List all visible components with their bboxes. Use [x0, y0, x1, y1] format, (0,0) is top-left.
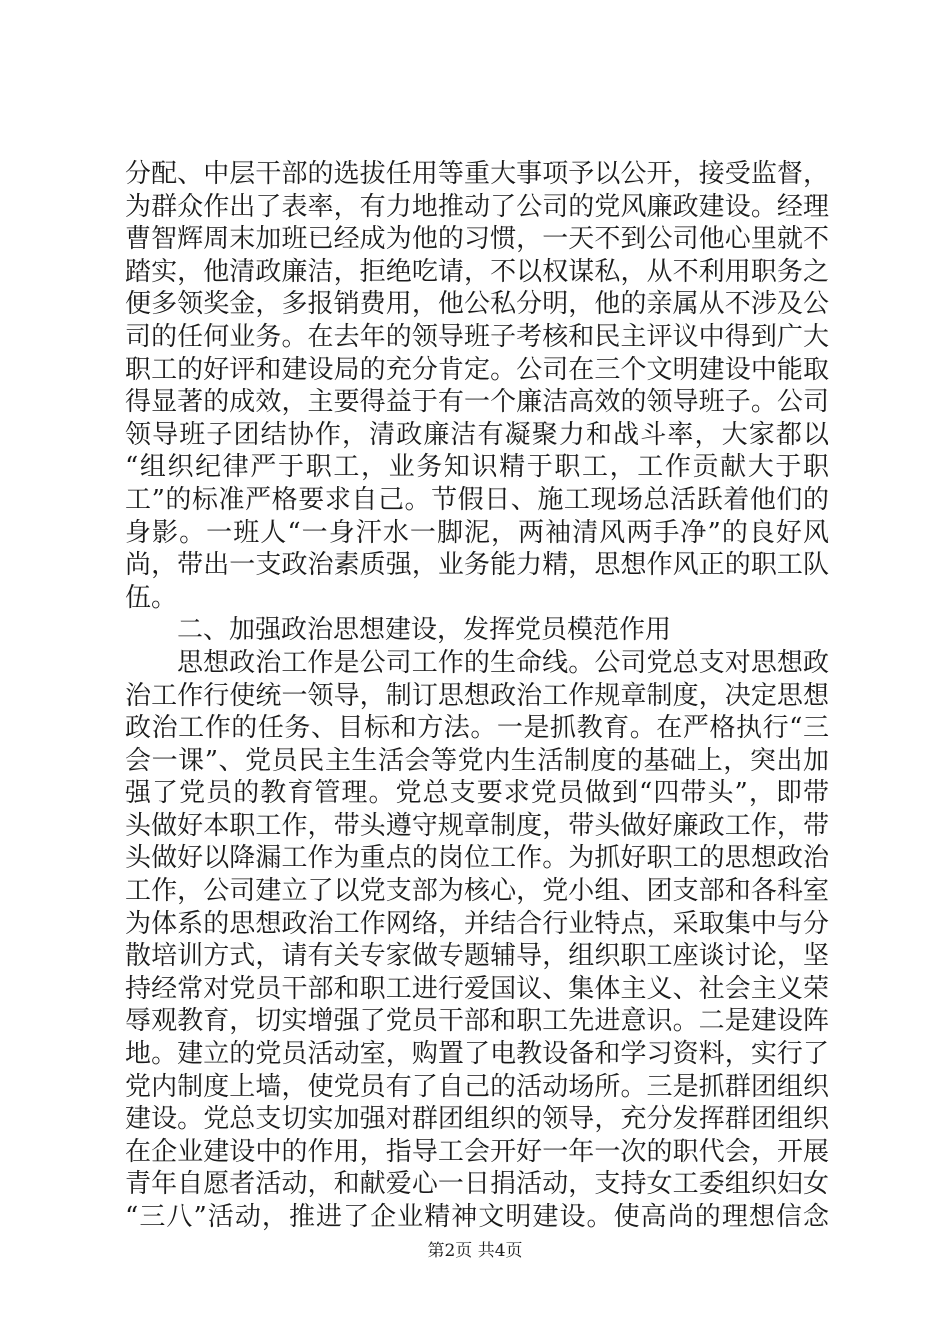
text-line: 散培训方式，请有关专家做专题辅导，组织职工座谈讨论，坚	[125, 941, 829, 972]
text-line: 曹智辉周末加班已经成为他的习惯，一天不到公司他心里就不	[125, 224, 829, 255]
text-line: 强了党员的教育管理。党总支要求党员做到“四带头”，即带	[125, 778, 829, 809]
text-line: 司的任何业务。在去年的领导班子考核和民主评议中得到广大	[125, 321, 829, 352]
text-line: 工”的标准严格要求自己。节假日、施工现场总活跃着他们的	[125, 484, 829, 515]
text-line: 领导班子团结协作，清政廉洁有凝聚力和战斗率，大家都以	[125, 419, 829, 450]
text-line: 治工作行使统一领导，制订思想政治工作规章制度，决定思想	[125, 680, 829, 711]
text-line: 会一课”、党员民主生活会等党内生活制度的基础上，突出加	[125, 745, 829, 776]
text-line: “组织纪律严于职工，业务知识精于职工，工作贡献大于职	[125, 452, 829, 483]
text-line: 建设。党总支切实加强对群团组织的领导，充分发挥群团组织	[125, 1104, 829, 1135]
paragraph-1	[125, 158, 829, 614]
text-line: 身影。一班人“一身汗水一脚泥，两袖清风两手净”的良好风	[125, 517, 829, 548]
text-line: 为群众作出了表率，有力地推动了公司的党风廉政建设。经理	[125, 191, 829, 222]
text-line: 政治工作的任务、目标和方法。一是抓教育。在严格执行“三	[125, 713, 829, 744]
text-line: 头做好本职工作，带头遵守规章制度，带头做好廉政工作，带	[125, 810, 829, 841]
text-line: 工作，公司建立了以党支部为核心，党小组、团支部和各科室	[125, 876, 829, 907]
text-line: 分配、中层干部的选拔任用等重大事项予以公开，接受监督，	[125, 159, 829, 189]
text-line: 伍。	[125, 582, 178, 613]
text-line: 党内制度上墙，使党员有了自己的活动场所。三是抓群团组织	[125, 1071, 829, 1102]
text-line: 地。建立的党员活动室，购置了电教设备和学习资料，实行了	[125, 1039, 829, 1070]
text-line: 为体系的思想政治工作网络，并结合行业特点，采取集中与分	[125, 908, 829, 939]
page-footer: 第2页 共4页	[427, 1241, 523, 1261]
text-line: 持经常对党员干部和职工进行爱国议、集体主义、社会主义荣	[125, 973, 829, 1004]
text-line: 尚，带出一支政治素质强，业务能力精，思想作风正的职工队	[125, 550, 829, 581]
text-line: 职工的好评和建设局的充分肯定。公司在三个文明建设中能取	[125, 354, 829, 385]
text-line: 踏实，他清政廉洁，拒绝吃请，不以权谋私，从不利用职务之	[125, 256, 829, 287]
text-line: “三八”活动，推进了企业精神文明建设。使高尚的理想信念	[125, 1202, 829, 1232]
text-line: 在企业建设中的作用，指导工会开好一年一次的职代会，开展	[125, 1136, 829, 1167]
text-line: 青年自愿者活动，和献爱心一日捐活动，支持女工委组织妇女	[125, 1169, 829, 1200]
text-line: 便多领奖金，多报销费用，他公私分明，他的亲属从不涉及公	[125, 289, 829, 320]
text-line: 头做好以降漏工作为重点的岗位工作。为抓好职工的思想政治	[125, 843, 829, 874]
page-body	[125, 158, 829, 1234]
text-line: 辱观教育，切实增强了党员干部和职工先进意识。二是建设阵	[125, 1006, 829, 1037]
text-line: 思想政治工作是公司工作的生命线。公司党总支对思想政	[177, 647, 829, 678]
paragraph-2	[125, 647, 829, 1234]
text-line: 得显著的成效，主要得益于有一个廉洁高效的领导班子。公司	[125, 387, 829, 418]
section-heading: 二、加强政治思想建设，发挥党员模范作用	[177, 615, 672, 646]
